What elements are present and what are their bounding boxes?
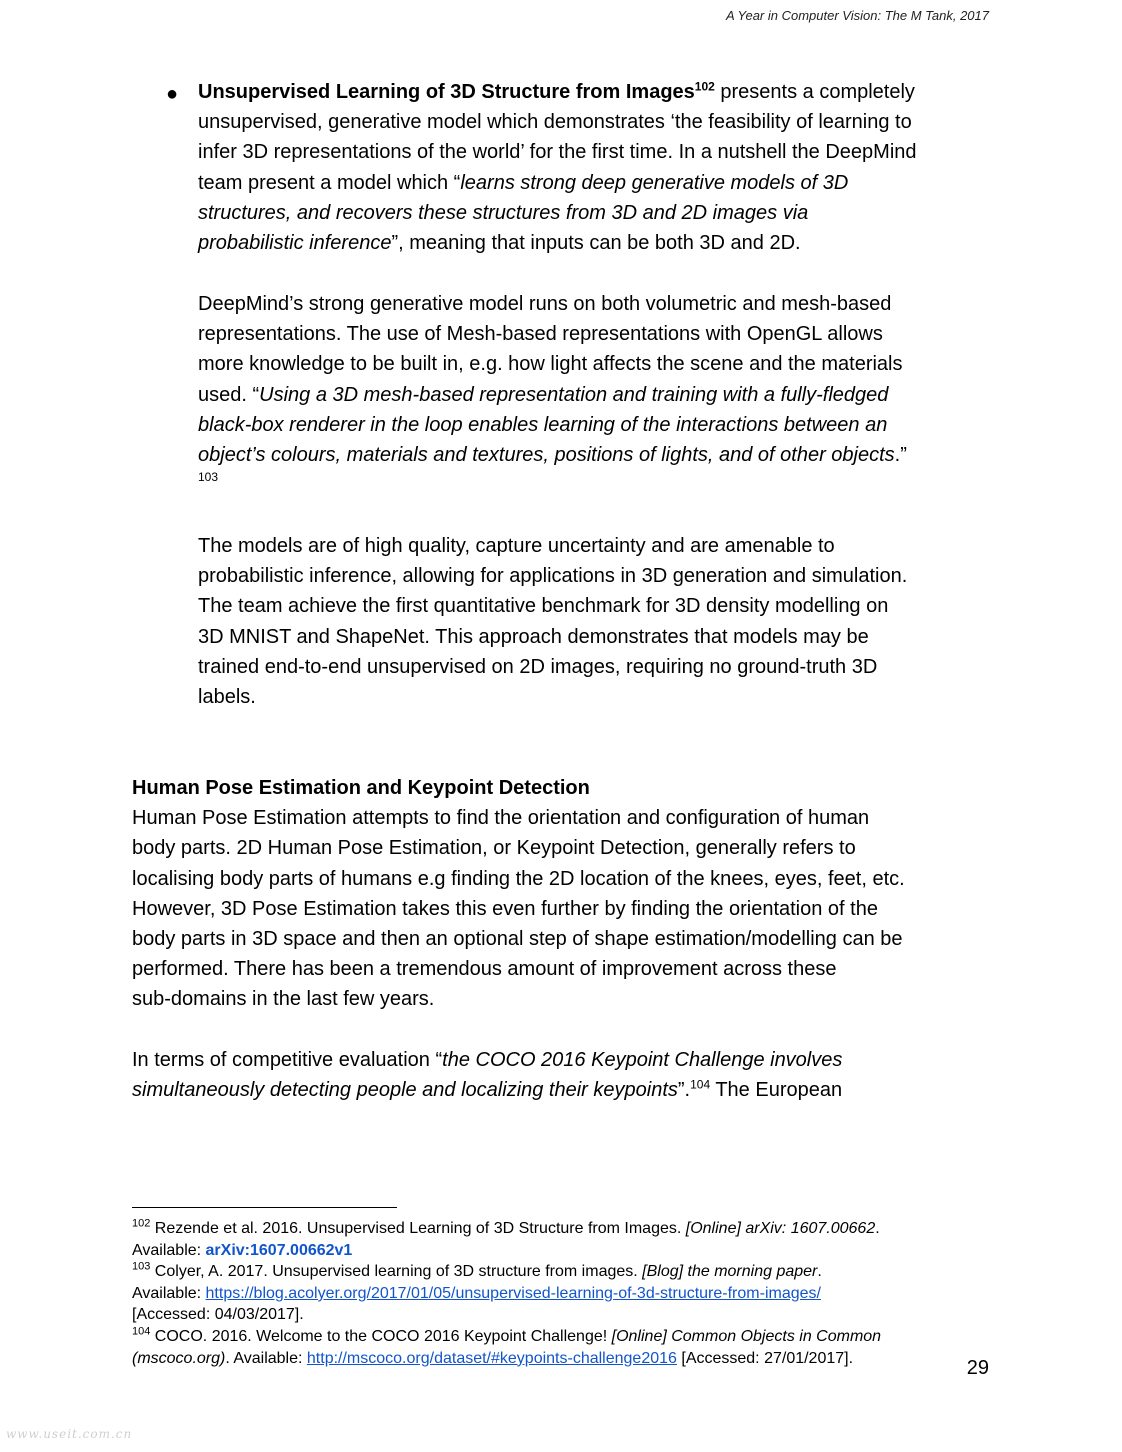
footnote-102-available: Available: arXiv:1607.00662v1 xyxy=(132,1241,353,1259)
footnote-ref-102[interactable]: 102 xyxy=(694,79,715,94)
watermark: www.useit.com.cn xyxy=(6,1427,133,1441)
footnote-102: $^{102}$ Rezende et al. 2016. Unsupervised Learning of 3D Structure from Images. [Online] arXiv: 1607.00662. xyxy=(132,1217,880,1237)
mscoco-link[interactable]: http://mscoco.org/dataset/#keypoints-challenge2016 xyxy=(306,1349,677,1367)
section-line-5: body parts in 3D space and then an optional step of shape estimation/modelling can be xyxy=(132,928,903,951)
p2-line-2: representations. The use of Mesh-based representations with OpenGL allows xyxy=(198,323,883,346)
footnote-103-accessed: [Accessed: 04/03/2017]. xyxy=(132,1306,304,1324)
footnote-ref-104[interactable]: 104 xyxy=(690,1077,711,1092)
section-heading: Human Pose Estimation and Keypoint Detection xyxy=(132,777,590,799)
section-line-1: Human Pose Estimation attempts to find the orientation and configuration of human xyxy=(132,807,870,830)
bullet-line-3: infer 3D representations of the world’ for the first time. In a nutshell the DeepMind xyxy=(198,141,917,164)
p2-line-3: more knowledge to be built in, e.g. how light affects the scene and the materials xyxy=(198,353,903,376)
p2-line-6: object’s colours, materials and textures, positions of lights, and of other objects.” xyxy=(198,444,907,467)
footnote-separator xyxy=(132,1207,397,1208)
arxiv-link[interactable]: arXiv:1607.00662v1 xyxy=(205,1241,353,1259)
running-header: A Year in Computer Vision: The M Tank, 2017 xyxy=(725,8,989,23)
p3-line-2: probabilistic inference, allowing for applications in 3D generation and simulation. xyxy=(198,565,908,588)
footnote-103-available: Available: https://blog.acolyer.org/2017/01/05/unsupervised-learning-of-3d-structure-from-images/ xyxy=(132,1284,821,1302)
footnote-104-available: (mscoco.org). Available: http://mscoco.org/dataset/#keypoints-challenge2016 [Accessed: 27/01/2017]. xyxy=(132,1349,854,1367)
footnote-103: $^{103}$ Colyer, A. 2017. Unsupervised learning of 3D structure from images. [Blog] the morning paper. xyxy=(132,1260,822,1281)
p2-line-4: used. “Using a 3D mesh-based representation and training with a fully-fledged xyxy=(198,383,889,406)
bullet-marker: ● xyxy=(166,83,179,105)
bullet-line-1: Unsupervised Learning of 3D Structure from Images$^{102}$ presents a completely xyxy=(198,79,915,103)
p3-line-3: The team achieve the first quantitative benchmark for 3D density modelling on xyxy=(198,595,889,618)
p3-line-5: trained end-to-end unsupervised on 2D images, requiring no ground-truth 3D xyxy=(198,655,878,678)
bullet-paragraph-3 xyxy=(198,531,998,712)
blog-link[interactable]: https://blog.acolyer.org/2017/01/05/unsupervised-learning-of-3d-structure-from-images/ xyxy=(205,1284,821,1302)
p2-line-1: DeepMind’s strong generative model runs on both volumetric and mesh-based xyxy=(198,293,892,315)
p3-line-4: 3D MNIST and ShapeNet. This approach demonstrates that models may be xyxy=(198,625,869,648)
page-number: 29 xyxy=(966,1357,989,1379)
section-p2-line-2: simultaneously detecting people and localizing their keypoints”.$^{104}$ The European xyxy=(132,1077,843,1102)
paper-title: Unsupervised Learning of 3D Structure from Images xyxy=(198,81,695,103)
bullet-line-2: unsupervised, generative model which demonstrates ‘the feasibility of learning to xyxy=(198,111,912,134)
section-line-7: sub-domains in the last few years. xyxy=(132,988,435,1011)
bullet-line-4: team present a model which “learns strong deep generative models of 3D xyxy=(198,171,849,194)
section-pose-estimation xyxy=(132,773,998,1015)
section-line-3: localising body parts of humans e.g finding the 2D location of the knees, eyes, feet, etc. xyxy=(132,867,905,890)
bullet-paragraph-1 xyxy=(198,77,998,258)
bullet-paragraph-2 xyxy=(198,289,998,484)
bullet-line-5: structures, and recovers these structures from 3D and 2D images via xyxy=(198,201,809,224)
bullet-line-6: probabilistic inference”, meaning that inputs can be both 3D and 2D. xyxy=(198,232,801,255)
section-line-2: body parts. 2D Human Pose Estimation, or Keypoint Detection, generally refers to xyxy=(132,837,856,860)
p3-line-1: The models are of high quality, capture uncertainty and are amenable to xyxy=(198,535,835,557)
p2-line-5: black-box renderer in the loop enables learning of the interactions between an xyxy=(198,413,888,436)
footnotes xyxy=(132,1218,1012,1369)
footnote-104: $^{104}$ COCO. 2016. Welcome to the COCO 2016 Keypoint Challenge! [Online] Common Objects in Common xyxy=(132,1325,882,1345)
p3-line-6: labels. xyxy=(198,686,256,709)
section-line-4: However, 3D Pose Estimation takes this even further by finding the orientation of the xyxy=(132,897,878,920)
section-line-6: performed. There has been a tremendous amount of improvement across these xyxy=(132,958,837,981)
section-p2-line-1: In terms of competitive evaluation “the COCO 2016 Keypoint Challenge involves xyxy=(132,1049,843,1071)
footnote-ref-103[interactable]: 103 xyxy=(198,470,219,485)
section-paragraph-2 xyxy=(132,1045,998,1105)
